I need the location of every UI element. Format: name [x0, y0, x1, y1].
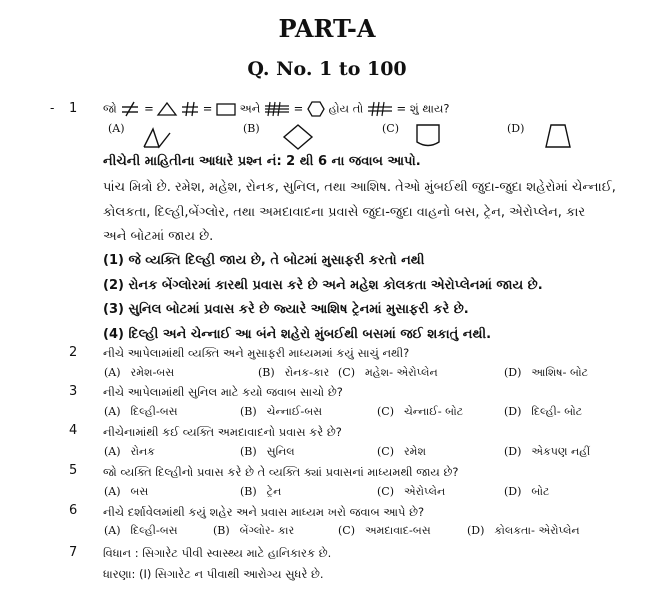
hexagon-symbol-icon: [307, 101, 325, 117]
q1-dash: -: [50, 101, 55, 116]
q2-option-c: (C) મહેશ- એરોપ્લેન: [338, 366, 438, 379]
q3-option-b: (B) ચેન્નાઈ-બસ: [240, 405, 323, 418]
q6-number: 6: [69, 503, 78, 518]
q5-text: જો વ્યક્તિ દિલ્હીનો પ્રવાસ કરે છે તે વ્યક્તિ ક્યાં પ્રવાસનાં માધ્યમથી જાય છે?: [103, 465, 459, 479]
q2-text: નીચે આપેલામાંથી વ્યક્તિ અને મુસાફરી માધ્યમમાં કયું સાચું નથી?: [103, 346, 410, 360]
q4-option-a: (A) રોનક: [104, 445, 155, 458]
q3-option-c: (C) ચેન્નાઈ- બોટ: [377, 405, 464, 418]
q1-hoy-to: હોય તો: [328, 101, 364, 116]
q4-text: નીચેનામાંથી કઈ વ્યક્તિ અમદાવાદનો પ્રવાસ કરે છે?: [103, 425, 342, 439]
q1-end: = શું થાય?: [396, 101, 450, 116]
rectangle-symbol-icon: [216, 102, 236, 116]
q4-option-c: (C) રમેશ: [377, 445, 426, 458]
q5-option-c: (C) એરોપ્લેન: [377, 485, 446, 498]
q7-assumption-1: ધારણા: (I) સિગારેટ ન પીવાથી આરોગ્ય સુધરે છે.: [103, 567, 324, 581]
q1-eq-1: =: [144, 101, 154, 116]
q3-option-a: (A) દિલ્હી-બસ: [104, 405, 178, 418]
q5-option-b: (B) ટ્રેન: [240, 485, 282, 498]
q7-number: 7: [69, 545, 78, 560]
q6-option-c: (C) અમદાવાદ-બસ: [338, 524, 431, 537]
q6-option-a: (A) દિલ્હી-બસ: [104, 524, 178, 537]
q1-option-a-label: (A): [108, 122, 125, 135]
info-heading: નીચેની માહિતીના આધારે પ્રશ્ન નં: 2 થી 6 ના જવાબ આપો.: [103, 154, 421, 169]
q2-option-a: (A) રમેશ-બસ: [104, 366, 175, 379]
info-paragraph-line-3: અને બોટમાં જાય છે.: [103, 229, 214, 244]
question-range: Q. No. 1 to 100: [247, 58, 407, 80]
q1-eq-2: =: [202, 101, 213, 116]
triangle-symbol-icon: [157, 102, 177, 116]
q5-number: 5: [69, 463, 78, 478]
q3-number: 3: [69, 384, 78, 399]
q1-option-d-label: (D): [507, 122, 525, 135]
q1-ane: અને: [239, 101, 261, 116]
q1-option-c-figure-icon: [415, 124, 441, 150]
hash-symbol-icon: [181, 102, 199, 116]
q4-option-b: (B) સુનિલ: [240, 445, 295, 458]
q1-jo: જો: [103, 101, 117, 116]
q4-option-d: (D) એકપણ નહીં: [504, 445, 591, 458]
q1-option-a-figure-icon: [143, 127, 171, 149]
q1-option-d-figure-icon: [545, 124, 571, 148]
q1-option-c-label: (C): [382, 122, 399, 135]
q1-option-b-figure-icon: [283, 124, 313, 150]
not-equal-symbol-icon: [120, 102, 140, 116]
q5-option-d: (D) બોટ: [504, 485, 550, 498]
q6-option-d: (D) કોલકતા- એરોપ્લેન: [467, 524, 580, 537]
q1-option-b-label: (B): [243, 122, 260, 135]
info-paragraph-line-1: પાંચ મિત્રો છે. રમેશ, મહેશ, રોનક, સુનિલ, તથા આશિષ. તેઓ મુંબઈથી જુદા-જુદા શહેરોમાં ચેન્નાઈ,: [103, 180, 616, 195]
triple-hash-symbol-icon: [367, 102, 393, 116]
q2-option-b: (B) રોનક-કાર: [258, 366, 330, 379]
info-statement-2: (2) રોનક બેંગ્લોરમાં કારથી પ્રવાસ કરે છે અને મહેશ કોલકતા એરોપ્લેનમાં જાય છે.: [103, 278, 543, 293]
info-statement-3: (3) સુનિલ બોટમાં પ્રવાસ કરે છે જ્યારે આશિષ ટ્રેનમાં મુસાફરી કરે છે.: [103, 302, 469, 317]
section-title: PART-A: [278, 14, 376, 43]
q3-option-d: (D) દિલ્હી- બોટ: [504, 405, 583, 418]
info-paragraph-line-2: કોલકતા, દિલ્હી,બેંગ્લોર, તથા અમદાવાદના પ્રવાસે જુદા-જુદા વાહનો બસ, ટ્રેન, એરોપ્લેન, કાર: [103, 205, 586, 220]
triple-hash-symbol-icon: [264, 102, 290, 116]
q1-eq-3: =: [293, 101, 304, 116]
q5-option-a: (A) બસ: [104, 485, 149, 498]
q1-number: 1: [69, 101, 78, 116]
q7-statement: વિધાન : સિગારેટ પીવી સ્વાસ્થ્ય માટે હાનિકારક છે.: [103, 546, 332, 560]
q6-option-b: (B) બેંગ્લોર- કાર: [213, 524, 295, 537]
q1-stem: [103, 101, 450, 117]
q2-option-d: (D) આશિષ- બોટ: [504, 366, 588, 379]
q6-text: નીચે દર્શાવેલમાંથી કયું શહેર અને પ્રવાસ માધ્યમ ખરો જવાબ આપે છે?: [103, 505, 425, 519]
q4-number: 4: [69, 423, 78, 438]
q2-number: 2: [69, 345, 78, 360]
info-statement-1: (1) જે વ્યક્તિ દિલ્હી જાય છે, તે બોટમાં મુસાફરી કરતો નથી: [103, 253, 425, 268]
q3-text: નીચે આપેલામાંથી સુનિલ માટે કયો જવાબ સાચો છે?: [103, 385, 343, 399]
info-statement-4: (4) દિલ્હી અને ચેન્નાઈ આ બંને શહેરો મુંબઈથી બસમાં જઈ શકાતું નથી.: [103, 327, 492, 342]
